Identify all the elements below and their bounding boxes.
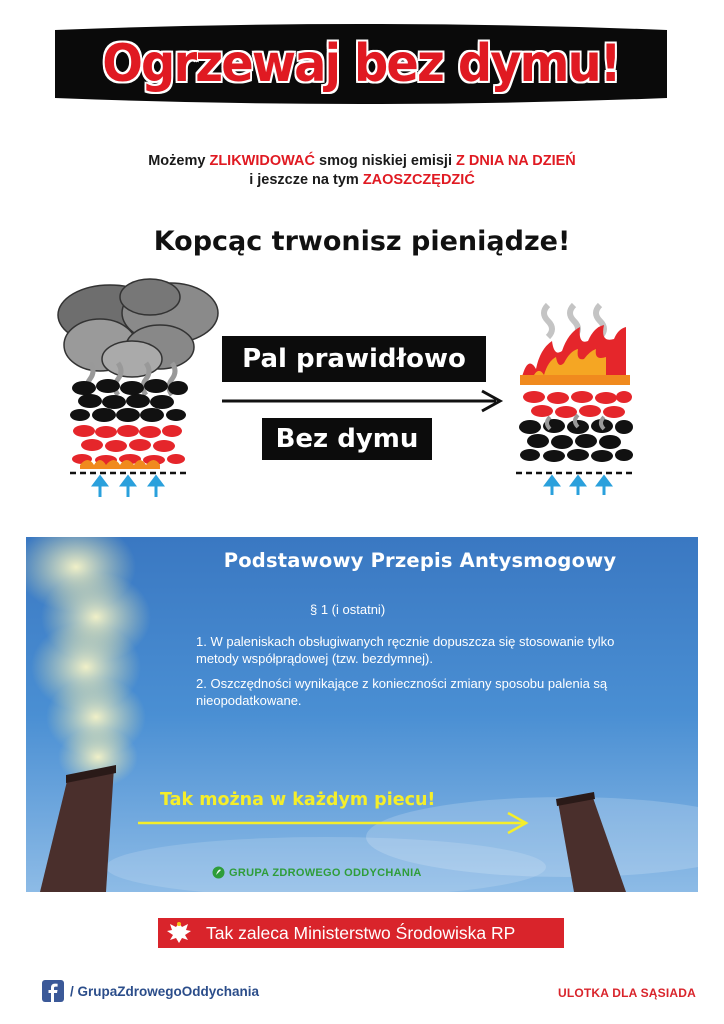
rule-2: 2. Oszczędności wynikające z konieczności zmiany sposobu palenia są nieopodatkowane. (196, 676, 608, 708)
brand-leaf-icon (212, 866, 225, 879)
panel-title: Podstawowy Przepis Antysmogowy (223, 549, 617, 572)
sky-panel (26, 537, 698, 892)
slogan: Tak można w każdym piecu! (160, 790, 436, 810)
flame-top-right (520, 325, 630, 385)
leaflet-label: ULOTKA DLA SĄSIADA (557, 986, 696, 1000)
ember-layer-left (72, 425, 185, 465)
ministry-text: Tak zaleca Ministerstwo Środowiska RP (206, 922, 516, 943)
ember-layer-right (523, 391, 632, 418)
burning-comparison-illustration (0, 275, 724, 510)
intro-line-2: i jeszcze na tym ZAOSZCZĘDZIĆ (249, 172, 475, 188)
intro-line-1: Możemy ZLIKWIDOWAĆ smog niskiej emisji Z DNIA NA DZIEŃ (148, 153, 576, 169)
coal-layer-left (70, 379, 188, 422)
ministry-badge (158, 918, 564, 948)
rule-1: 1. W paleniskach obsługiwanych ręcznie dopuszcza się stosowanie tylko metody współprądowej (tzw. bezdymnej). (196, 634, 615, 666)
section-heading: Kopcąc trwonisz pieniądze! (153, 226, 571, 257)
label-burn-correctly: Pal prawidłowo (222, 336, 486, 382)
smoke-icon (58, 279, 218, 395)
paragraph-number: § 1 (i ostatni) (310, 602, 386, 617)
label-no-smoke: Bez dymu (262, 418, 432, 460)
facebook-icon (42, 980, 64, 1002)
air-up-arrow-icon (94, 477, 162, 497)
facebook-link[interactable] (42, 980, 259, 1002)
page-title: Ogrzewaj bez dymu! (102, 34, 620, 94)
eagle-emblem-icon (164, 920, 194, 946)
air-up-arrow-icon (546, 477, 610, 495)
brand-logo (212, 866, 422, 879)
arrow-right-icon (222, 391, 500, 411)
brand-name: GRUPA ZDROWEGO ODDYCHANIA (229, 866, 422, 879)
facebook-handle[interactable]: / GrupaZdrowegoOddychania (70, 983, 260, 999)
